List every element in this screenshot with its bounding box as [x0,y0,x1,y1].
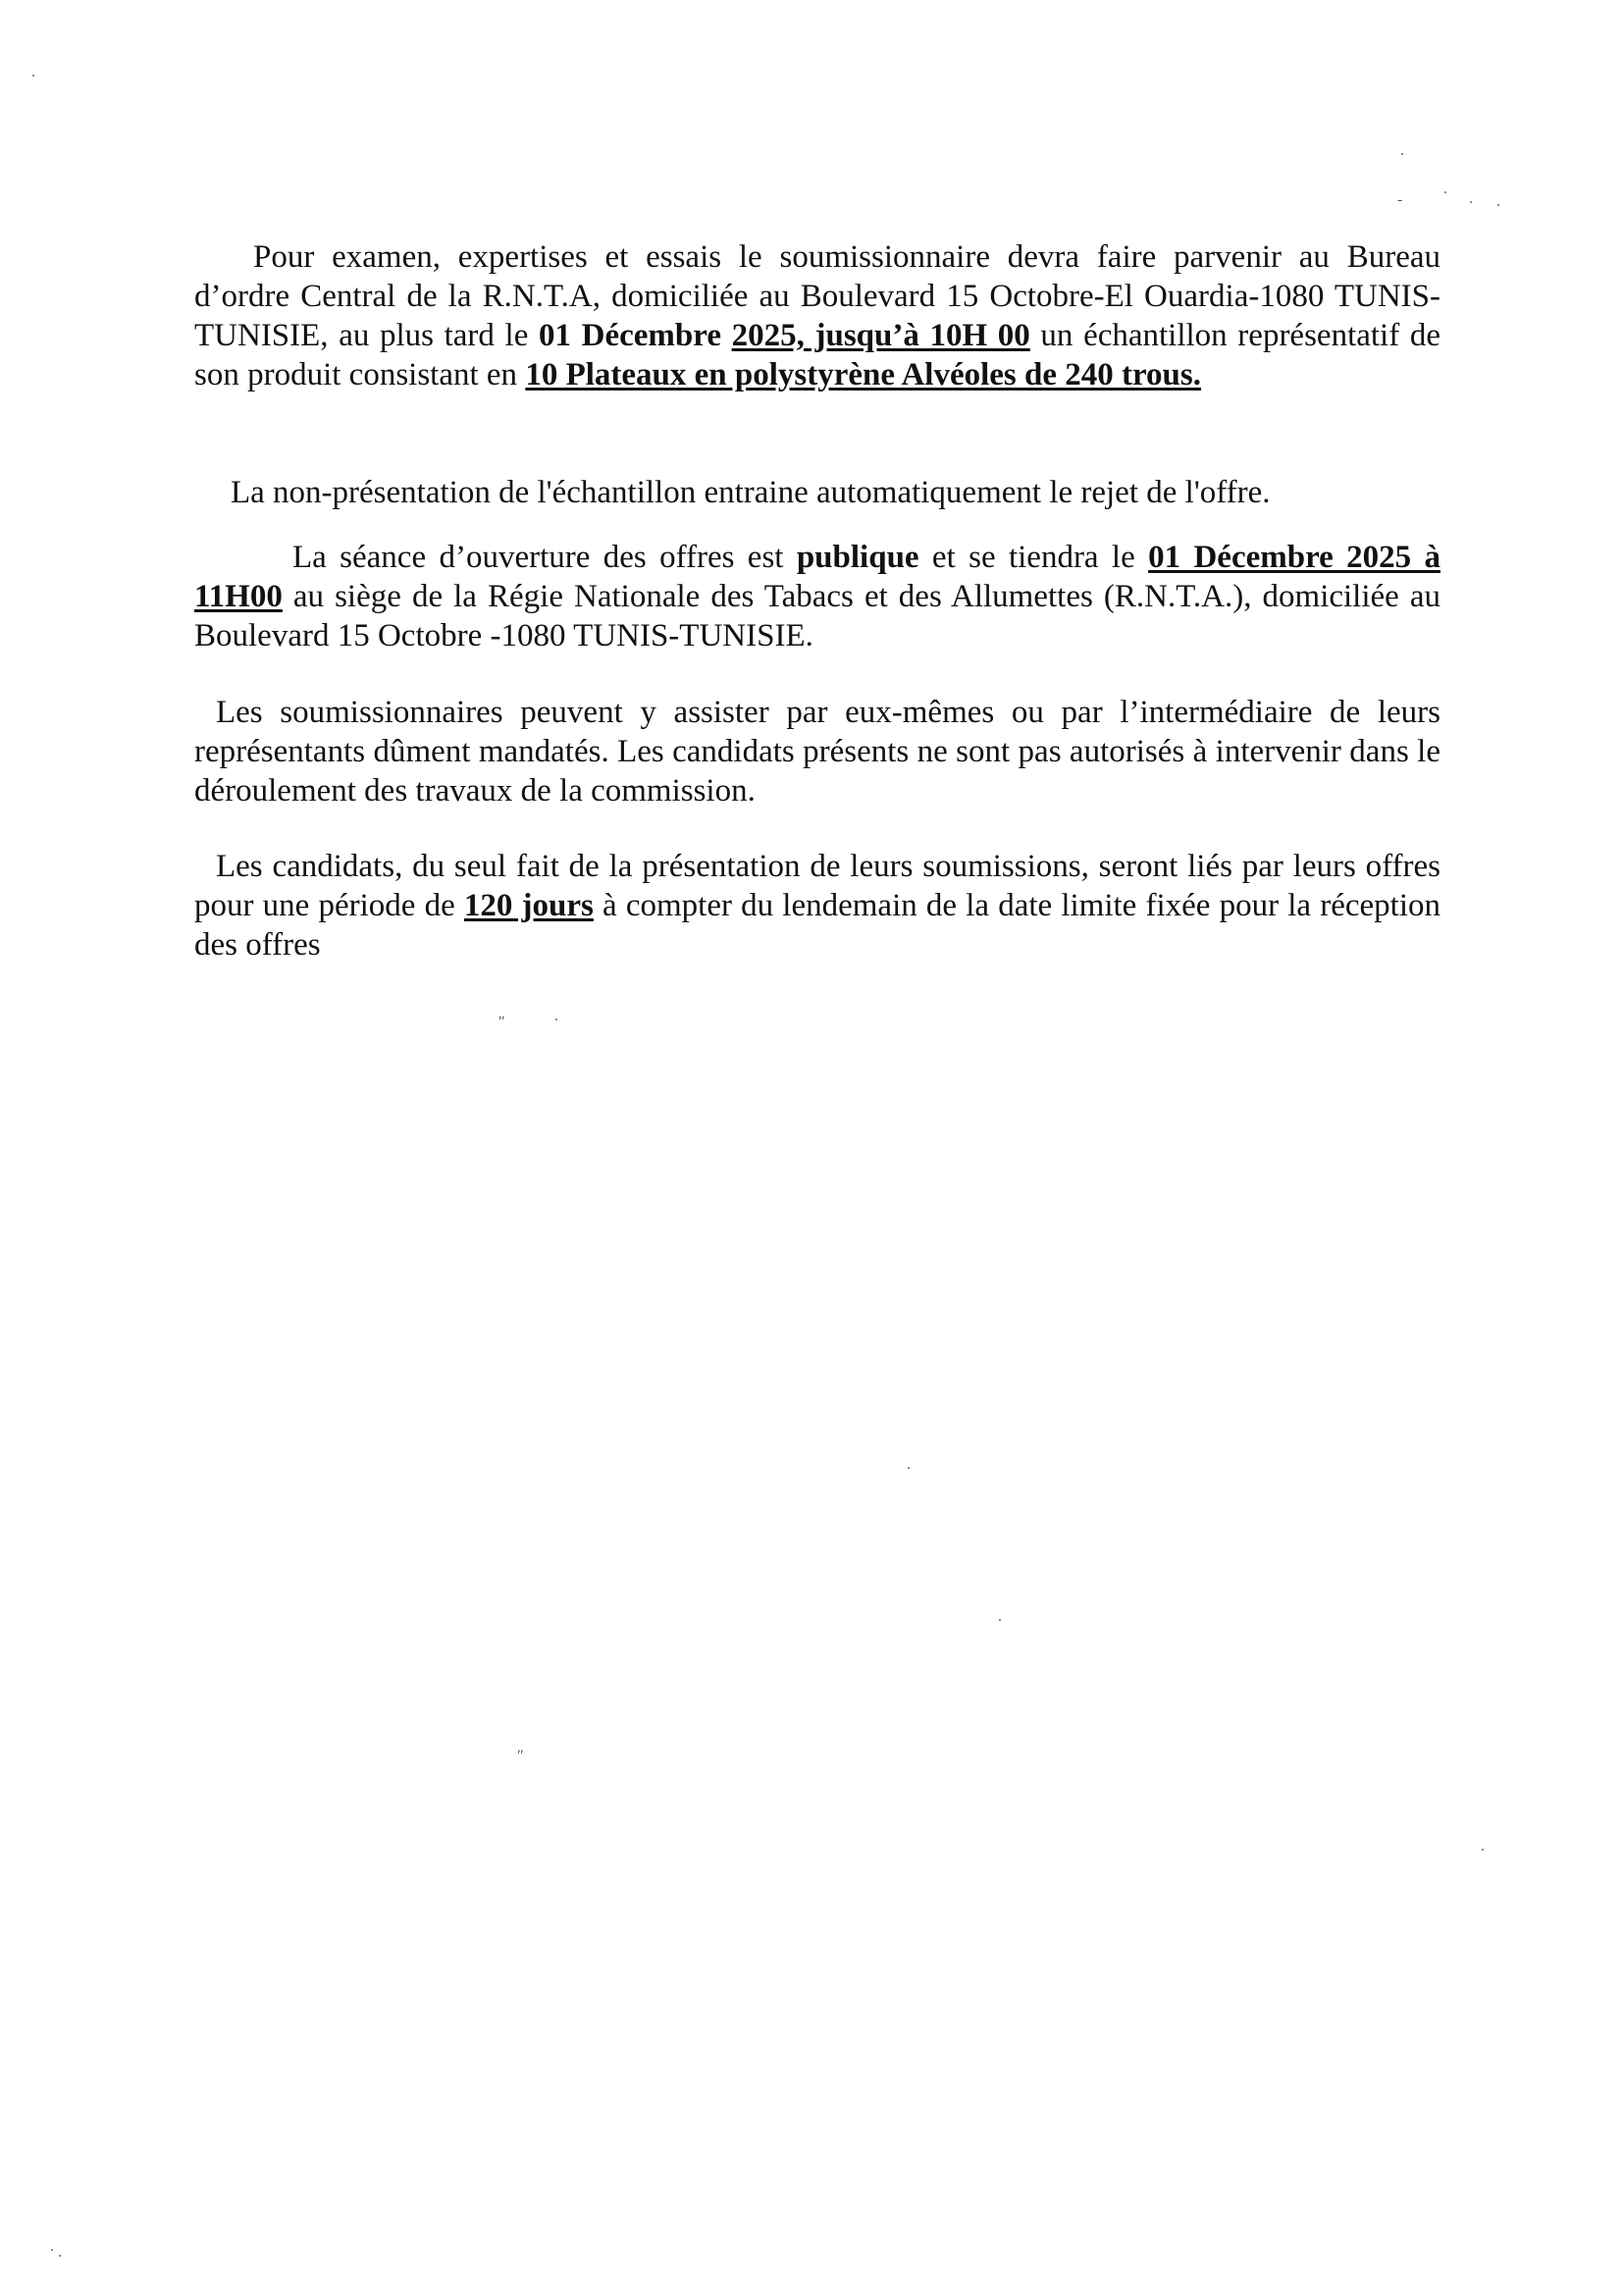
p1-date-bold: 01 Décembre [539,318,732,353]
scan-speck [908,1467,910,1469]
p3-public: publique [796,540,919,575]
p3-text-3: au siège de la Régie Nationale des Tabacs et des Allumettes (R.N.T.A.), domiciliée au Boulevard 15 Octobre -1080 TUNIS-TUNISIE. [194,579,1440,653]
scan-speck [51,2249,53,2251]
opening-session-paragraph [194,538,1440,655]
p1-deadline: 2025, jusqu’à 10H 00 [731,318,1030,353]
p4-text: Les soumissionnaires peuvent y assister par eux-mêmes ou par l’intermédiaire de leurs représentants dûment mandatés. Les candidats présents ne sont pas autorisés à intervenir dans le déroulement des travaux de la commission. [194,695,1440,809]
p5-text-2: à compter du lendemain de la date limite fixée pour la réception des offres [194,888,1440,963]
scan-speck [1444,191,1446,193]
scan-mark: ʺ [517,1748,523,1764]
scan-mark: ʺ [498,1014,504,1030]
scan-speck [999,1619,1001,1621]
p5-text-1: Les candidats, du seul fait de la présentation de leurs soumissions, seront liés par leurs offres pour une période de [194,849,1440,923]
p1-text-2: un échantillon représentatif de son produit consistant en [194,318,1440,392]
sample-submission-paragraph [194,237,1440,394]
scan-speck [59,2255,61,2257]
scan-speck [1497,204,1499,206]
scan-speck [32,75,34,77]
p1-sample-description: 10 Plateaux en polystyrène Alvéoles de 240 trous. [525,357,1201,392]
scan-speck [1401,153,1403,155]
scan-mark: - [1397,191,1403,208]
scan-speck [1482,1849,1484,1851]
offer-validity-paragraph [194,847,1440,965]
p3-text-1: La séance d’ouverture des offres est [292,540,797,575]
p2-text: La non-présentation de l'échantillon entraine automatiquement le rejet de l'offre. [231,475,1271,510]
scan-speck [555,1018,557,1020]
rejection-notice-paragraph [194,473,1440,512]
p5-validity-period: 120 jours [463,888,594,923]
p3-text-2: et se tiendra le [918,540,1149,575]
scan-speck [1470,201,1472,203]
p3-session-date: 01 Décembre 2025 à 11H00 [194,540,1440,614]
p1-text-1: Pour examen, expertises et essais le soumissionnaire devra faire parvenir au Bureau d’ordre Central de la R.N.T.A, domiciliée au Boulevard 15 Octobre-El Ouardia-1080 TUNIS-TUNISIE, au plus tard le [194,239,1440,353]
attendance-paragraph [194,693,1440,810]
